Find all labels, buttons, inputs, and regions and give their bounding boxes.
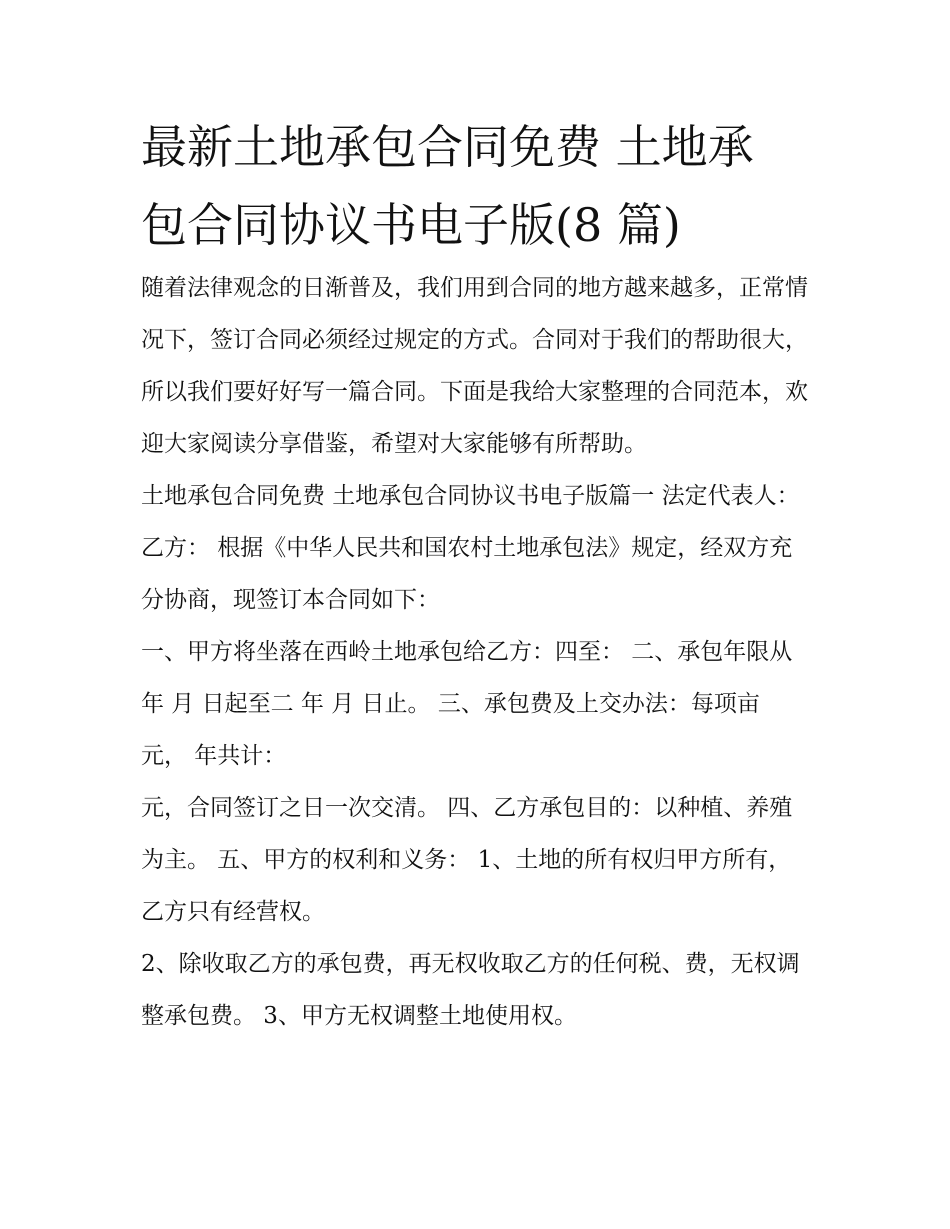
document-page <box>141 108 813 1042</box>
title-line-2: 包合同协议书电子版(8 篇) <box>141 198 681 252</box>
paragraph-clauses-1-3: 一、甲方将坐落在西岭土地承包给乙方：四至： 二、承包年限从 年 月 日起至二 年 月 日止。 三、承包费及上交办法：每项亩 元， 年共计： <box>141 639 793 769</box>
paragraph-contract-header: 土地承包合同免费 土地承包合同协议书电子版篇一 法定代表人： 乙方： 根据《中华人民共和国农村土地承包法》规定，经双方充分协商，现签订本合同如下： <box>141 483 800 613</box>
paragraph-clauses-4-5: 元，合同签订之日一次交清。 四、乙方承包目的：以种植、养殖为主。 五、甲方的权利和义务： 1、土地的所有权归甲方所有，乙方只有经营权。 <box>141 795 793 925</box>
paragraph-clauses-2-3: 2、除收取乙方的承包费，再无权收取乙方的任何税、费，无权调整承包费。 3、甲方无权调整土地使用权。 <box>141 951 800 1029</box>
paragraph-intro: 随着法律观念的日渐普及，我们用到合同的地方越来越多，正常情况下，签订合同必须经过规定的方式。合同对于我们的帮助很大，所以我们要好好写一篇合同。下面是我给大家整理的合同范本，欢迎大家阅读分享借鉴，希望对大家能够有所帮助。 <box>141 275 808 457</box>
document-title <box>141 108 813 264</box>
title-line-1: 最新土地承包合同免费 土地承 <box>141 120 754 174</box>
